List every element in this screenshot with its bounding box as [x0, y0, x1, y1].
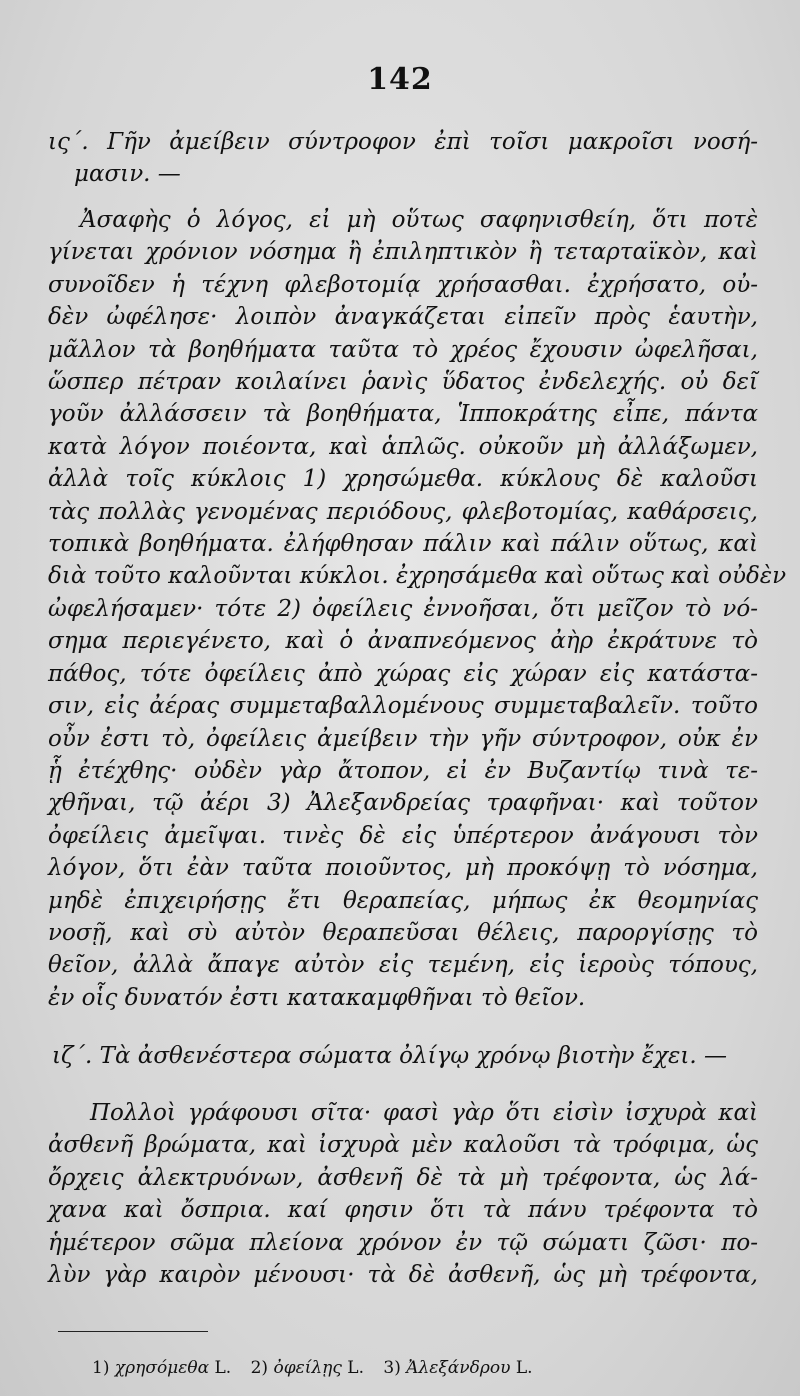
- text-line: συνοῖδεν ἡ τέχνη φλεβοτομίᾳ χρήσασθαι. ἐχρήσατο, οὐ-: [48, 271, 758, 298]
- text-line: τοπικὰ βοηθήματα. ἐλήφθησαν πάλιν καὶ πάλιν οὕτως, καὶ: [48, 531, 758, 558]
- text-line: ἀλλὰ τοῖς κύκλοις 1) χρησώμεθα. κύκλους δὲ καλοῦσι: [48, 466, 758, 493]
- text-line: χθῆναι, τῷ ἀέρι 3) Ἀλεξανδρείας τραφῆναι· καὶ τοῦτον: [48, 790, 758, 817]
- text-line: Ἀσαφὴς ὁ λόγος, εἰ μὴ οὕτως σαφηνισθείη, ὅτι ποτὲ: [80, 207, 758, 233]
- footnote-2: [251, 1358, 370, 1378]
- text-line: δὲν ὠφέλησε· λοιπὸν ἀναγκάζεται εἰπεῖν πρὸς ἑαυτὴν,: [48, 304, 758, 331]
- footnote-separator: [58, 1331, 208, 1332]
- text-line: λόγον, ὅτι ἐὰν ταῦτα ποιοῦντος, μὴ προκόψῃ τὸ νόσημα,: [48, 855, 758, 882]
- footnote-variant: ὀφείλῃς: [273, 1358, 342, 1378]
- heading-line: μασιν. —: [74, 161, 181, 188]
- page-number: 142: [367, 62, 433, 97]
- footnotes: [92, 1358, 547, 1378]
- text-line: διὰ τοῦτο καλοῦνται κύκλοι. ἐχρησάμεθα καὶ οὕτως καὶ οὐδὲν: [48, 563, 787, 590]
- text-line: ὀφείλεις ἀμεῖψαι. τινὲς δὲ εἰς ὑπέρτερον ἀνάγουσι τὸν: [48, 822, 758, 849]
- text-line: χανα καὶ ὄσπρια. καί φησιν ὅτι τὰ πάνυ τρέφοντα τὸ: [48, 1197, 758, 1224]
- footnote-sigla: L.: [347, 1358, 364, 1378]
- section-17-body: [48, 1097, 758, 1291]
- text-line: ὄρχεις ἀλεκτρυόνων, ἀσθενῆ δὲ τὰ μὴ τρέφοντα, ὡς λά-: [48, 1164, 758, 1191]
- section-16-body: [48, 204, 787, 1014]
- text-line: οὖν ἐστι τὸ, ὀφείλεις ἀμείβειν τὴν γῆν σύντροφον, οὐκ ἐν: [48, 725, 758, 752]
- text-line: τὰς πολλὰς γενομένας περιόδους, φλεβοτομίας, καθάρσεις,: [48, 498, 758, 525]
- footnote-variant: χρησόμεθα: [114, 1358, 210, 1378]
- text-line: ἡμέτερον σῶμα πλείονα χρόνον ἐν τῷ σώματι ζῶσι· πο-: [48, 1229, 758, 1256]
- text-line: κατὰ λόγον ποιέοντα, καὶ ἁπλῶς. οὐκοῦν μὴ ἀλλάξωμεν,: [48, 433, 758, 460]
- footnote-sigla: L.: [515, 1358, 533, 1378]
- text-line: μηδὲ ἐπιχειρήσῃς ἔτι θεραπείας, μήπως ἐκ θεομηνίας: [48, 887, 758, 914]
- text-line: λὺν γὰρ καιρὸν μένουσι· τὰ δὲ ἀσθενῆ, ὡς μὴ τρέφοντα,: [48, 1262, 758, 1289]
- text-line: νοσῇ, καὶ σὺ αὐτὸν θεραπεῦσαι θέλεις, παροργίσῃς τὸ: [48, 919, 758, 946]
- heading-line: ιζ΄. Τὰ ἀσθενέστερα σώματα ὀλίγῳ χρόνῳ βιοτὴν ἔχει. —: [52, 1043, 727, 1069]
- footnote-sigla: L.: [214, 1358, 232, 1378]
- text-line: θεῖον, ἀλλὰ ἄπαγε αὐτὸν εἰς τεμένη, εἰς ἱεροὺς τόπους,: [48, 952, 758, 979]
- text-line: γίνεται χρόνιον νόσημα ἢ ἐπιληπτικὸν ἢ τεταρταϊκὸν, καὶ: [48, 239, 758, 266]
- text-line: ὠφελήσαμεν· τότε 2) ὀφείλεις ἐννοῆσαι, ὅτι μεῖζον τὸ νό-: [48, 595, 758, 622]
- text-line: Πολλοὶ γράφουσι σῖτα· φασὶ γὰρ ὅτι εἰσὶν ἰσχυρὰ καὶ: [90, 1100, 758, 1126]
- heading-line: ις΄. Γῆν ἀμείβειν σύντροφον ἐπὶ τοῖσι μακροῖσι νοσή-: [48, 129, 758, 155]
- footnote-variant: Ἀλεξάνδρου: [406, 1358, 511, 1378]
- text-line: ἀσθενῆ βρώματα, καὶ ἰσχυρὰ μὲν καλοῦσι τὰ τρόφιμα, ὡς: [48, 1132, 758, 1159]
- text-line: μᾶλλον τὰ βοηθήματα ταῦτα τὸ χρέος ἔχουσιν ὠφελῆσαι,: [48, 336, 758, 363]
- footnote-number: 3): [383, 1358, 401, 1378]
- section-16-heading: [48, 126, 758, 191]
- text-line: ὥσπερ πέτραν κοιλαίνει ῥανὶς ὕδατος ἐνδελεχής. οὐ δεῖ: [48, 369, 758, 396]
- text-line: ᾗ ἐτέχθης· οὐδὲν γὰρ ἄτοπον, εἰ ἐν Βυζαντίῳ τινὰ τε-: [48, 757, 758, 784]
- text-line: σιν, εἰς ἀέρας συμμεταβαλλομένους συμμεταβαλεῖν. τοῦτο: [48, 693, 758, 720]
- text-line: σημα περιεγένετο, καὶ ὁ ἀναπνεόμενος ἀὴρ ἐκράτυνε τὸ: [48, 628, 758, 655]
- footnote-number: 1): [92, 1358, 110, 1378]
- text-line: πάθος, τότε ὀφείλεις ἀπὸ χώρας εἰς χώραν εἰς κατάστα-: [48, 660, 758, 687]
- text-line: γοῦν ἀλλάσσειν τὰ βοηθήματα, Ἱπποκράτης εἶπε, πάντα: [48, 401, 758, 428]
- footnote-number: 2): [250, 1358, 269, 1378]
- footnote-1: [92, 1358, 237, 1378]
- section-17-heading: [48, 1040, 758, 1072]
- text-line: ἐν οἷς δυνατόν ἐστι κατακαμφθῆναι τὸ θεῖον.: [48, 984, 586, 1011]
- footnote-3: [383, 1358, 532, 1378]
